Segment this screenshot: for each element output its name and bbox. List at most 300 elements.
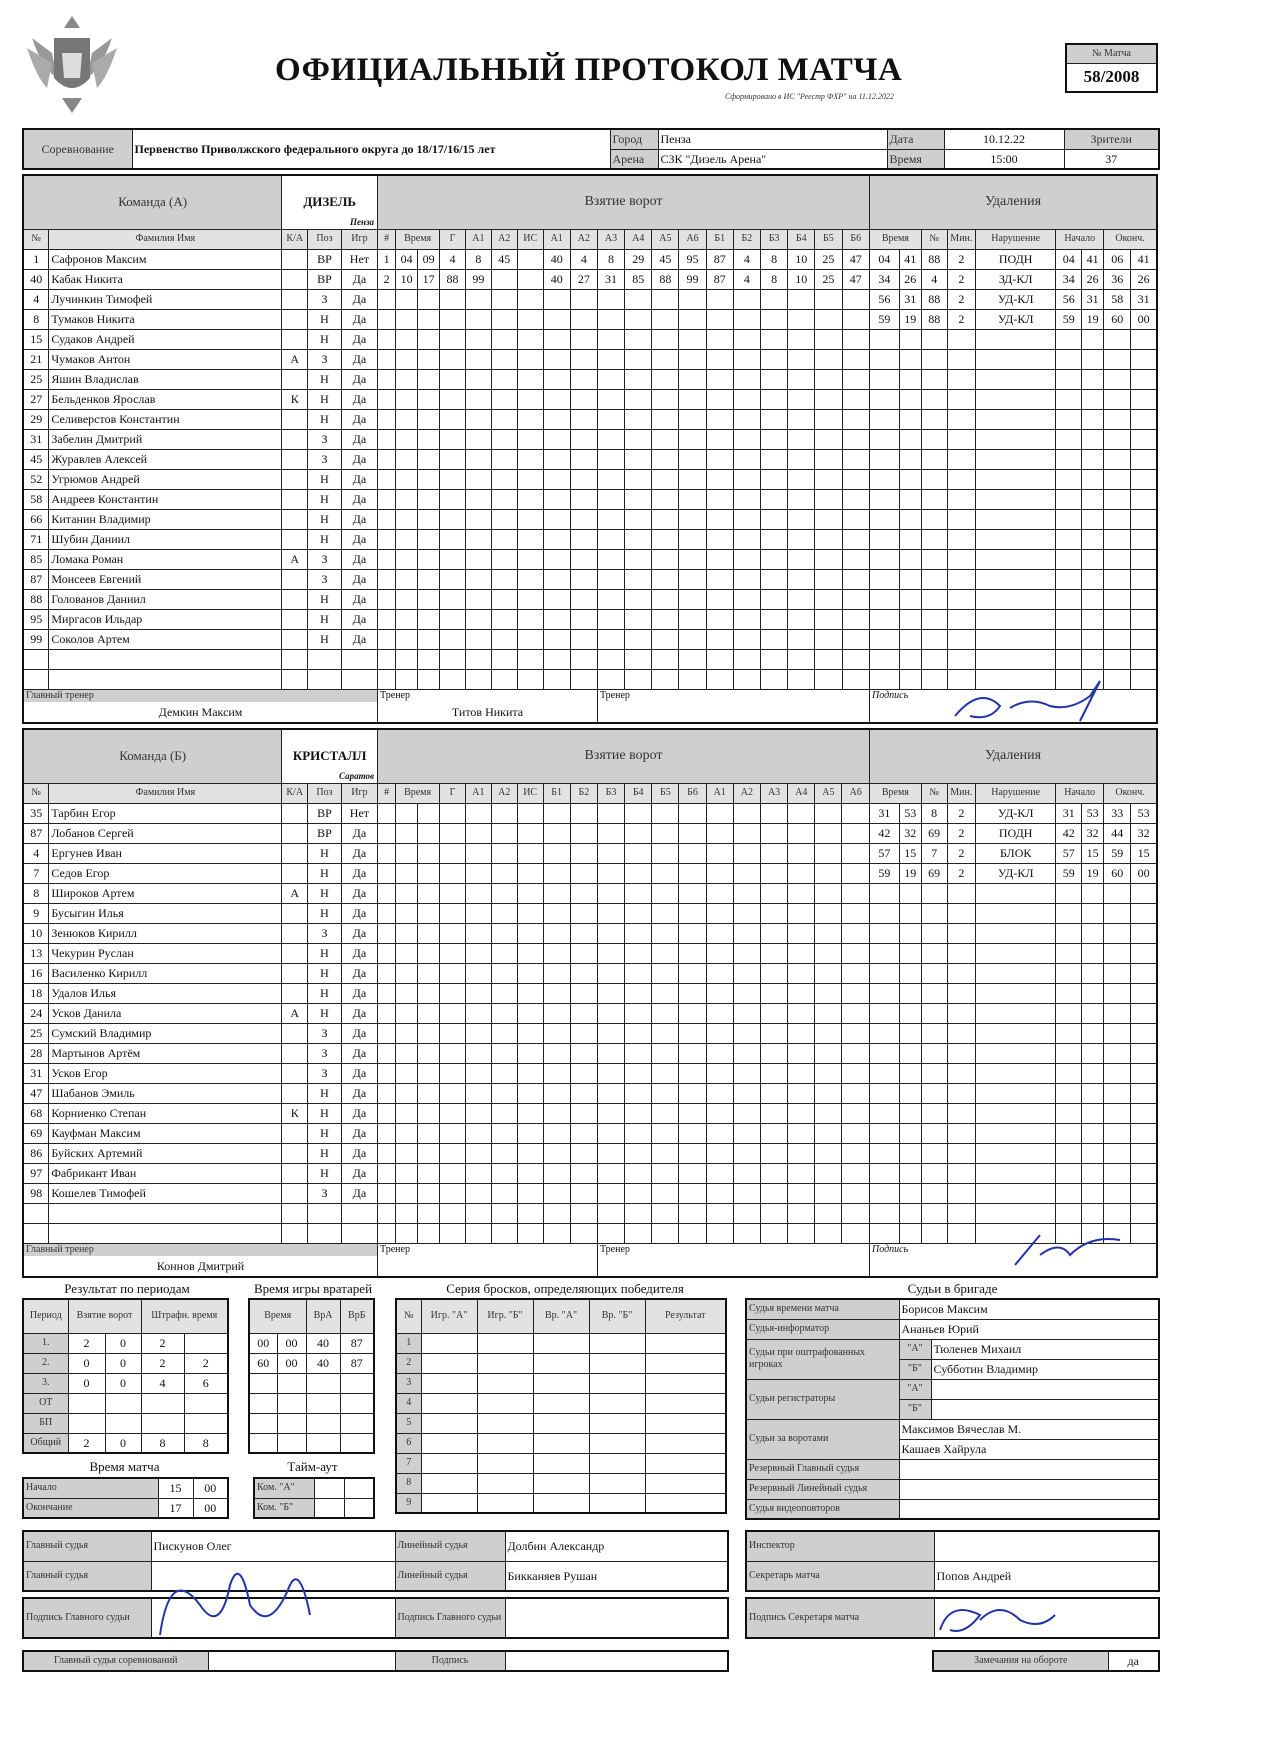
team-city: Пенза xyxy=(350,216,375,227)
table-row xyxy=(23,923,1157,943)
goal-scorer xyxy=(440,983,466,1003)
goal-scorer xyxy=(440,669,466,689)
player-position: Н xyxy=(308,983,342,1003)
goal-situation xyxy=(517,1023,543,1043)
player-played: Да xyxy=(341,569,377,589)
pen-end-min xyxy=(1104,569,1131,589)
team-b-section xyxy=(22,728,1158,1278)
player-name: Бельденков Ярослав xyxy=(49,389,282,409)
player-played: Да xyxy=(341,1003,377,1023)
goal-minute xyxy=(396,1023,418,1043)
ref-scorer-b-tag: "Б" xyxy=(899,1399,931,1419)
goal-second xyxy=(418,329,440,349)
on-ice-player xyxy=(543,569,570,589)
pen-player xyxy=(921,1163,947,1183)
on-ice-player xyxy=(679,449,706,469)
player-name: Яшин Владислав xyxy=(49,369,282,389)
pen-minute: 59 xyxy=(870,863,900,883)
player-played xyxy=(341,669,377,689)
player-role xyxy=(282,449,308,469)
on-ice-player xyxy=(570,943,597,963)
notes-table xyxy=(932,1650,1160,1672)
on-ice-player xyxy=(625,289,652,309)
player-role xyxy=(282,1203,308,1223)
opp-ice-player xyxy=(788,923,815,943)
opp-ice-player xyxy=(842,289,870,309)
on-ice-player xyxy=(543,409,570,429)
competition-label: Соревнование xyxy=(23,129,132,169)
on-ice-player xyxy=(570,823,597,843)
pen-end-min: 60 xyxy=(1104,309,1131,329)
pen-minutes xyxy=(947,629,975,649)
player-number: 52 xyxy=(23,469,49,489)
goal-scorer xyxy=(440,1143,466,1163)
goal-situation xyxy=(517,923,543,943)
pen-player xyxy=(921,923,947,943)
goal-minute xyxy=(396,629,418,649)
shootout-no: 1 xyxy=(396,1333,421,1353)
opp-ice-player xyxy=(815,863,842,883)
goal-situation xyxy=(517,1063,543,1083)
goal-situation xyxy=(517,883,543,903)
on-ice-player xyxy=(543,803,570,823)
pen-start-min xyxy=(1056,569,1082,589)
pen-second: 53 xyxy=(899,803,921,823)
goal-situation xyxy=(517,1003,543,1023)
goal-second xyxy=(418,1103,440,1123)
opp-ice-player xyxy=(788,1063,815,1083)
goal-assist1 xyxy=(465,349,491,369)
pen-second xyxy=(899,943,921,963)
pen-end-sec xyxy=(1131,963,1157,983)
goal-assist2 xyxy=(491,589,517,609)
pen-end-sec xyxy=(1131,369,1157,389)
ref-goal-label: Судьи за воротами xyxy=(746,1419,899,1459)
opp-ice-player xyxy=(788,449,815,469)
pen-end-min xyxy=(1104,1003,1131,1023)
goal-scorer xyxy=(440,1103,466,1123)
match-end-label: Окончание xyxy=(23,1498,158,1518)
player-played: Да xyxy=(341,1183,377,1203)
pen-minute xyxy=(870,1083,900,1103)
player-number: 28 xyxy=(23,1043,49,1063)
on-ice-player xyxy=(543,1063,570,1083)
goal-second xyxy=(418,863,440,883)
player-number: 45 xyxy=(23,449,49,469)
col-on-ice: А3 xyxy=(597,229,624,249)
competition: Первенство Приволжского федерального округа до 18/17/16/15 лет xyxy=(132,129,610,169)
on-ice-player xyxy=(652,669,679,689)
col-goal-a2: А2 xyxy=(491,783,517,803)
table-row xyxy=(23,269,1157,289)
player-role xyxy=(282,903,308,923)
opp-ice-player xyxy=(815,1043,842,1063)
table-row xyxy=(23,1023,1157,1043)
player-name: Чекурин Руслан xyxy=(49,943,282,963)
table-row xyxy=(23,1183,1157,1203)
goal-scorer xyxy=(440,903,466,923)
goal-number xyxy=(378,369,396,389)
pen-start-min: 59 xyxy=(1056,863,1082,883)
pen-minutes xyxy=(947,1203,975,1223)
opp-ice-player xyxy=(842,349,870,369)
on-ice-player xyxy=(597,449,624,469)
player-name: Буйских Артемий xyxy=(49,1143,282,1163)
pen-start-sec xyxy=(1082,1043,1104,1063)
on-ice-player xyxy=(625,429,652,449)
pen-minute xyxy=(870,449,900,469)
notes-label: Замечания на обороте xyxy=(933,1651,1108,1671)
goal-assist2 xyxy=(491,469,517,489)
opp-ice-player xyxy=(760,369,787,389)
col-goal-g: Г xyxy=(440,783,466,803)
opp-ice-player xyxy=(842,1223,870,1243)
opp-ice-player xyxy=(815,449,842,469)
player-played: Да xyxy=(341,943,377,963)
goal-number xyxy=(378,963,396,983)
goal-situation xyxy=(517,309,543,329)
opp-ice-player xyxy=(788,309,815,329)
goal-second xyxy=(418,943,440,963)
gk-title: Время игры вратарей xyxy=(253,1281,373,1296)
shootout-no: 5 xyxy=(396,1413,421,1433)
player-position: Н xyxy=(308,489,342,509)
player-played: Да xyxy=(341,1043,377,1063)
coach2-label: Тренер xyxy=(599,689,630,701)
shootout-row xyxy=(396,1473,726,1493)
gk-sec xyxy=(277,1373,306,1393)
on-ice-player xyxy=(625,1123,652,1143)
pen-start-sec xyxy=(1082,1163,1104,1183)
pen-end-min xyxy=(1104,943,1131,963)
opp-ice-player xyxy=(788,1023,815,1043)
col-opp-ice: Б1 xyxy=(706,229,733,249)
player-position: Н xyxy=(308,963,342,983)
goal-number xyxy=(378,469,396,489)
on-ice-player xyxy=(652,1203,679,1223)
pen-minutes xyxy=(947,983,975,1003)
pen-start-min xyxy=(1056,409,1082,429)
col-goal-no: # xyxy=(378,783,396,803)
match-start-min: 00 xyxy=(193,1478,228,1498)
period-label: ОТ xyxy=(23,1393,68,1413)
player-name: Моисеев Евгений xyxy=(49,569,282,589)
pen-start-sec xyxy=(1082,1183,1104,1203)
goal-scorer xyxy=(440,349,466,369)
pen-end-min xyxy=(1104,549,1131,569)
goal-assist1 xyxy=(465,669,491,689)
on-ice-player xyxy=(597,369,624,389)
head-coach-label: Главный тренер xyxy=(24,690,377,702)
col-on-ice: Б2 xyxy=(570,783,597,803)
player-played: Да xyxy=(341,629,377,649)
player-number xyxy=(23,669,49,689)
opp-ice-player xyxy=(733,1083,760,1103)
goal-assist2 xyxy=(491,923,517,943)
on-ice-player: 88 xyxy=(652,269,679,289)
opp-ice-player xyxy=(733,449,760,469)
pen-player xyxy=(921,569,947,589)
col-pen-start: Начало xyxy=(1056,229,1104,249)
table-row xyxy=(23,449,1157,469)
goal-number xyxy=(378,589,396,609)
team-table xyxy=(22,174,1158,724)
pen-end-sec xyxy=(1131,669,1157,689)
opp-ice-player xyxy=(815,1003,842,1023)
secretary-table xyxy=(745,1530,1160,1592)
goal-number xyxy=(378,803,396,823)
player-played: Да xyxy=(341,1163,377,1183)
goal-assist1 xyxy=(465,369,491,389)
pen-end-sec xyxy=(1131,329,1157,349)
col-goal-no: # xyxy=(378,229,396,249)
opp-ice-player xyxy=(815,983,842,1003)
goal-minute xyxy=(396,1063,418,1083)
on-ice-player xyxy=(597,609,624,629)
pen-start-sec xyxy=(1082,1023,1104,1043)
goal-number xyxy=(378,863,396,883)
goal-situation xyxy=(517,1163,543,1183)
goal-number: 1 xyxy=(378,249,396,269)
pen-second xyxy=(899,1143,921,1163)
col-on-ice: А5 xyxy=(652,229,679,249)
opp-ice-player: 47 xyxy=(842,269,870,289)
goal-situation xyxy=(517,569,543,589)
opp-ice-player xyxy=(842,649,870,669)
player-number: 31 xyxy=(23,1063,49,1083)
col-opp-ice: А3 xyxy=(760,783,787,803)
pen-start-min xyxy=(1056,329,1082,349)
pen-end-min xyxy=(1104,609,1131,629)
gk-sec xyxy=(277,1413,306,1433)
pen-start-sec: 41 xyxy=(1082,249,1104,269)
opp-ice-player xyxy=(815,1163,842,1183)
opp-ice-player xyxy=(815,923,842,943)
col-goal-g: Г xyxy=(440,229,466,249)
opp-ice-player xyxy=(706,1083,733,1103)
goal-scorer: 4 xyxy=(440,249,466,269)
opp-ice-player xyxy=(788,823,815,843)
table-row xyxy=(23,329,1157,349)
pen-player: 88 xyxy=(921,309,947,329)
pen-minute xyxy=(870,649,900,669)
goal-scorer xyxy=(440,289,466,309)
opp-ice-player: 25 xyxy=(815,249,842,269)
gk-min xyxy=(249,1433,277,1453)
pen-end-sec xyxy=(1131,409,1157,429)
shootout-row xyxy=(396,1393,726,1413)
player-role xyxy=(282,629,308,649)
goal-assist1 xyxy=(465,1183,491,1203)
pen-minute xyxy=(870,489,900,509)
pen-minutes xyxy=(947,589,975,609)
coach-cell xyxy=(378,689,598,723)
goal-second xyxy=(418,629,440,649)
pen-player: 69 xyxy=(921,863,947,883)
goal-minute xyxy=(396,943,418,963)
pen-minute xyxy=(870,923,900,943)
player-position: Н xyxy=(308,1123,342,1143)
opp-ice-player xyxy=(842,389,870,409)
on-ice-player xyxy=(543,1183,570,1203)
goal-assist2 xyxy=(491,1223,517,1243)
pen-end-min xyxy=(1104,1203,1131,1223)
table-row xyxy=(23,549,1157,569)
on-ice-player xyxy=(570,629,597,649)
player-position: Н xyxy=(308,629,342,649)
pen-violation xyxy=(976,489,1056,509)
pen-end-min xyxy=(1104,329,1131,349)
goal-scorer xyxy=(440,549,466,569)
coach-label: Тренер xyxy=(380,1243,410,1255)
pen-violation xyxy=(976,369,1056,389)
opp-ice-player xyxy=(815,369,842,389)
player-name: Забелин Дмитрий xyxy=(49,429,282,449)
opp-ice-player xyxy=(842,629,870,649)
on-ice-player xyxy=(652,629,679,649)
opp-ice-player xyxy=(842,1123,870,1143)
opp-ice-player xyxy=(706,1203,733,1223)
pen-start-sec: 19 xyxy=(1082,309,1104,329)
goal-scorer xyxy=(440,923,466,943)
on-ice-player xyxy=(543,629,570,649)
goal-scorer xyxy=(440,1023,466,1043)
pen-violation: БЛОК xyxy=(976,843,1056,863)
gk-sec: 00 xyxy=(277,1333,306,1353)
on-ice-player xyxy=(570,1023,597,1043)
player-role xyxy=(282,943,308,963)
pen-minute: 04 xyxy=(870,249,900,269)
goal-second xyxy=(418,1163,440,1183)
pen-player xyxy=(921,629,947,649)
on-ice-player xyxy=(652,529,679,549)
pen-end-min xyxy=(1104,429,1131,449)
period-goals-header: Взятие ворот xyxy=(68,1299,141,1333)
pen-minute xyxy=(870,1223,900,1243)
goal-assist2 xyxy=(491,803,517,823)
goal-second xyxy=(418,569,440,589)
pen-violation: УД-КЛ xyxy=(976,309,1056,329)
on-ice-player xyxy=(625,963,652,983)
on-ice-player xyxy=(570,409,597,429)
on-ice-player xyxy=(679,963,706,983)
player-position xyxy=(308,1203,342,1223)
pen-end-min xyxy=(1104,449,1131,469)
goal-situation xyxy=(517,429,543,449)
pen-player: 69 xyxy=(921,823,947,843)
on-ice-player xyxy=(679,1203,706,1223)
goal-number xyxy=(378,1203,396,1223)
goal-situation xyxy=(517,1083,543,1103)
secretary-sig-label: Подпись Секретаря матча xyxy=(746,1598,934,1638)
table-row xyxy=(23,249,1157,269)
pen-end-sec xyxy=(1131,943,1157,963)
goal-assist2 xyxy=(491,569,517,589)
goal-assist2 xyxy=(491,903,517,923)
pen-player xyxy=(921,1223,947,1243)
pen-second xyxy=(899,669,921,689)
goal-situation xyxy=(517,903,543,923)
on-ice-player xyxy=(652,409,679,429)
pen-player xyxy=(921,1083,947,1103)
goal-minute xyxy=(396,1003,418,1023)
player-position: З xyxy=(308,1043,342,1063)
opp-ice-player xyxy=(842,409,870,429)
gk-row xyxy=(249,1333,374,1353)
player-played xyxy=(341,1223,377,1243)
pen-second xyxy=(899,389,921,409)
table-row xyxy=(23,309,1157,329)
pen-minute xyxy=(870,429,900,449)
goal-assist2 xyxy=(491,449,517,469)
goal-number xyxy=(378,449,396,469)
table-row xyxy=(23,843,1157,863)
player-position: ВР xyxy=(308,269,342,289)
pen-minutes xyxy=(947,923,975,943)
pen-end-sec xyxy=(1131,569,1157,589)
on-ice-player xyxy=(625,1103,652,1123)
on-ice-player xyxy=(679,923,706,943)
period-pen-header: Штрафн. время xyxy=(141,1299,228,1333)
pen-start-sec xyxy=(1082,369,1104,389)
goal-situation xyxy=(517,943,543,963)
pen-minute xyxy=(870,609,900,629)
shootout-no: 6 xyxy=(396,1433,421,1453)
pen-start-min xyxy=(1056,1003,1082,1023)
gk-row xyxy=(249,1393,374,1413)
period-goals-a: 0 xyxy=(68,1353,105,1373)
col-goal-time: Время xyxy=(396,783,440,803)
period-goals-a: 2 xyxy=(68,1433,105,1453)
pen-minutes xyxy=(947,369,975,389)
on-ice-player xyxy=(570,1083,597,1103)
ref-scorer-a-tag: "А" xyxy=(899,1379,931,1399)
goal-scorer: 88 xyxy=(440,269,466,289)
pen-second xyxy=(899,1123,921,1143)
on-ice-player: 40 xyxy=(543,269,570,289)
opp-ice-player xyxy=(815,903,842,923)
col-opp-ice: А2 xyxy=(733,783,760,803)
pen-end-sec xyxy=(1131,489,1157,509)
pen-end-min xyxy=(1104,983,1131,1003)
on-ice-player xyxy=(652,469,679,489)
player-role xyxy=(282,309,308,329)
player-number: 98 xyxy=(23,1183,49,1203)
goal-assist1 xyxy=(465,1203,491,1223)
so-pa-header: Игр. "А" xyxy=(421,1299,477,1333)
pen-minutes xyxy=(947,1163,975,1183)
on-ice-player xyxy=(652,1003,679,1023)
col-on-ice: Б6 xyxy=(679,783,706,803)
pen-violation xyxy=(976,963,1056,983)
ref-penalty-a-tag: "А" xyxy=(899,1339,931,1359)
on-ice-player xyxy=(543,1203,570,1223)
pen-violation xyxy=(976,609,1056,629)
opp-ice-player xyxy=(788,963,815,983)
opp-ice-player: 87 xyxy=(706,269,733,289)
player-name xyxy=(49,1203,282,1223)
goal-second xyxy=(418,529,440,549)
opp-ice-player xyxy=(815,489,842,509)
pen-player xyxy=(921,1043,947,1063)
opp-ice-player xyxy=(815,1183,842,1203)
opp-ice-player xyxy=(788,549,815,569)
goal-second xyxy=(418,549,440,569)
on-ice-player xyxy=(679,649,706,669)
pen-minutes xyxy=(947,1063,975,1083)
table-row xyxy=(23,1163,1157,1183)
goal-assist2 xyxy=(491,823,517,843)
